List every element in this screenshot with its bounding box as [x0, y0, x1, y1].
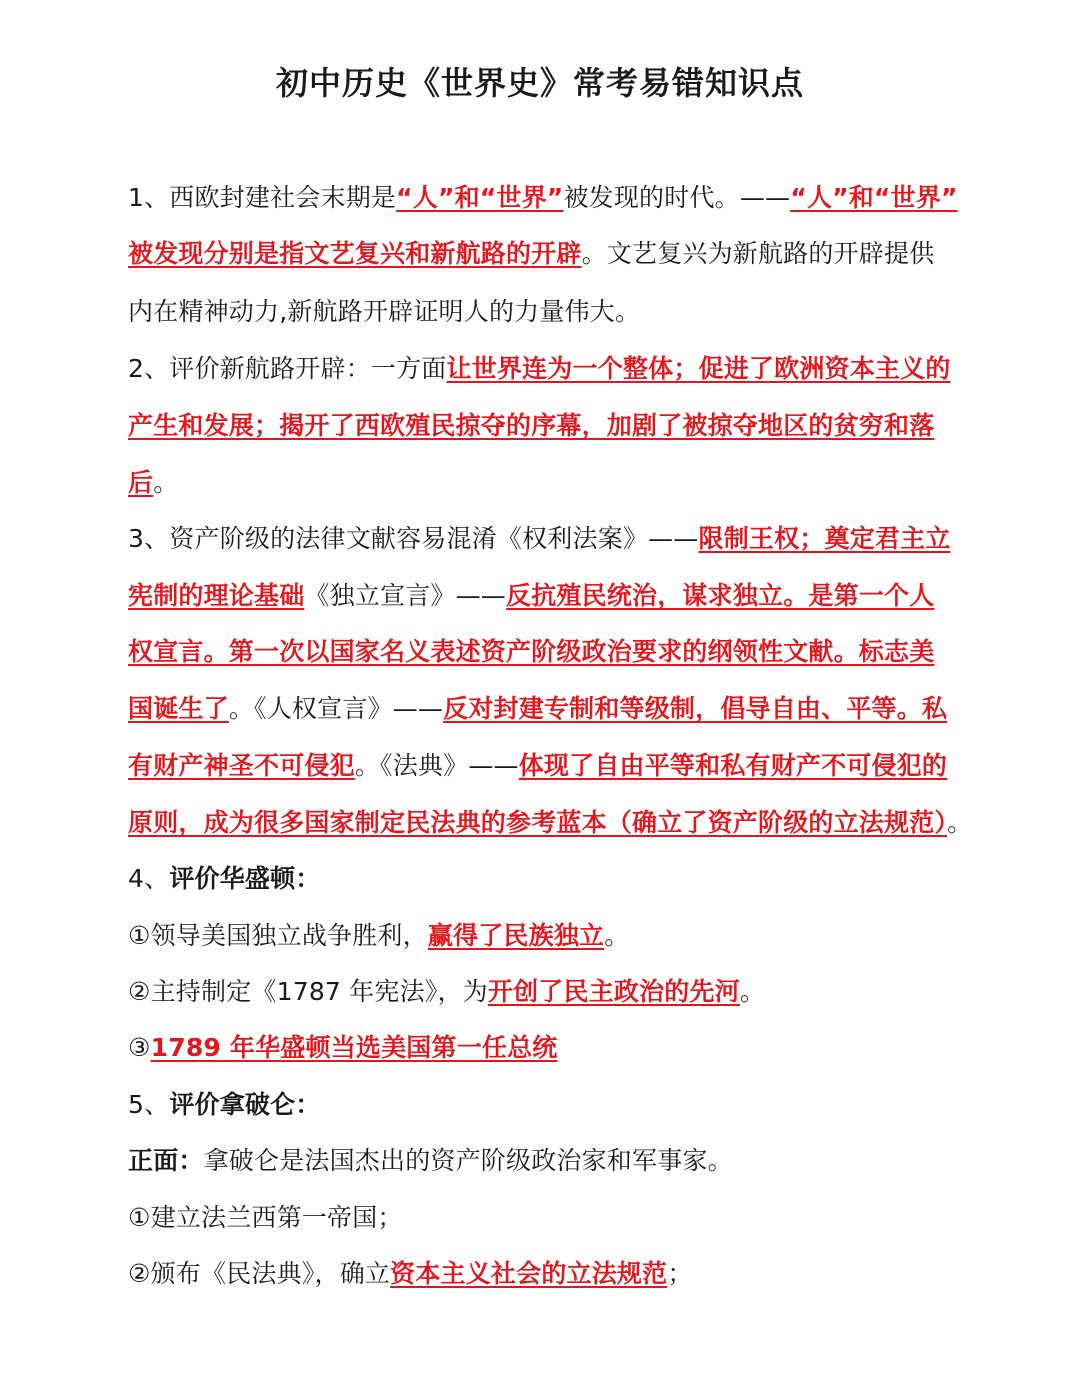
highlight: 体现了自由平等和私有财产不可侵犯的: [518, 751, 948, 780]
text: 被发现的时代。——: [563, 183, 791, 212]
highlight: 权宣言。第一次以国家名义表述资产阶级政治要求的纲领性文献。标志美: [128, 637, 935, 666]
highlight: 国诞生了: [128, 694, 229, 723]
item-3-line-4: [128, 689, 958, 725]
item-2-line-3: [128, 463, 958, 499]
item-3-line-3: [128, 632, 958, 668]
text: 。: [947, 808, 973, 837]
text: 2、评价新航路开辟：一方面: [128, 354, 447, 383]
highlight: 反对封建专制和等级制，倡导自由、平等。私: [443, 694, 948, 723]
item-5-positive: [128, 1141, 958, 1177]
item-4-point-3: [128, 1028, 958, 1064]
highlight: 资本主义社会的立法规范: [390, 1259, 668, 1288]
text: 。《人权宣言》——: [228, 694, 444, 723]
highlight: “人”和“世界”: [396, 183, 564, 212]
highlight: 宪制的理论基础: [128, 581, 305, 610]
text: 。: [153, 468, 179, 497]
item-1-line-3: [128, 292, 958, 328]
highlight: 后: [128, 468, 154, 497]
text: 。文艺复兴为新航路的开辟提供: [581, 239, 935, 268]
text: 1、西欧封建社会末期是: [128, 183, 397, 212]
text: 拿破仑是法国杰出的资产阶级政治家和军事家。: [203, 1146, 733, 1175]
item-3-line-2: [128, 576, 958, 612]
text: 《独立宣言》——: [304, 581, 507, 610]
highlight: 1789 年华盛顿当选美国第一任总统: [150, 1033, 558, 1062]
item-5-heading: [128, 1085, 958, 1121]
text: ②主持制定《1787 年宪法》，为: [128, 977, 488, 1006]
item-5-point-1: [128, 1198, 958, 1234]
heading-number: 5、: [128, 1090, 170, 1119]
text: ①领导美国独立战争胜利，: [128, 921, 428, 950]
text: ②颁布《民法典》，确立: [128, 1259, 391, 1288]
item-4-point-1: [128, 916, 958, 952]
item-4-point-2: [128, 972, 958, 1008]
item-1-line-2: [128, 234, 958, 270]
item-2-line-2: [128, 406, 958, 442]
highlight: 有财产神圣不可侵犯: [128, 751, 355, 780]
text: 。《法典》——: [354, 751, 519, 780]
highlight: 让世界连为一个整体；促进了欧洲资本主义的: [446, 354, 951, 383]
item-2-line-1: [128, 349, 958, 385]
highlight: 开创了民主政治的先河: [487, 977, 740, 1006]
text: 。: [739, 977, 766, 1006]
item-3-line-5: [128, 746, 958, 782]
heading-text: 评价华盛顿：: [169, 864, 321, 893]
highlight: 产生和发展；揭开了西欧殖民掠夺的序幕，加剧了被掠夺地区的贫穷和落: [128, 411, 935, 440]
page-title: 初中历史《世界史》常考易错知识点: [275, 64, 804, 102]
highlight: 赢得了民族独立: [427, 921, 605, 950]
item-4-heading: [128, 859, 958, 895]
item-1-line-1: [128, 178, 958, 214]
text: ③: [128, 1033, 151, 1062]
item-3-line-1: [128, 519, 958, 555]
heading-text: 评价拿破仑：: [169, 1090, 321, 1119]
highlight: “人”和“世界”: [790, 183, 958, 212]
positive-label: 正面：: [128, 1146, 204, 1175]
text: 内在精神动力,新航路开辟证明人的力量伟大。: [128, 297, 641, 326]
highlight: 反抗殖民统治，谋求独立。是第一个人: [506, 581, 935, 610]
highlight: 限制王权；奠定君主立: [698, 524, 951, 553]
highlight: 被发现分别是指文艺复兴和新航路的开辟: [128, 239, 582, 268]
text: 3、资产阶级的法律文献容易混淆《权利法案》——: [128, 524, 699, 553]
highlight: 原则，成为很多国家制定民法典的参考蓝本（确立了资产阶级的立法规范）: [128, 808, 948, 837]
item-3-line-6: [128, 803, 973, 839]
item-5-point-2: [128, 1254, 958, 1290]
text: ；: [667, 1259, 693, 1288]
text: ①建立法兰西第一帝国；: [128, 1203, 403, 1232]
text: 。: [604, 921, 630, 950]
heading-number: 4、: [128, 864, 170, 893]
